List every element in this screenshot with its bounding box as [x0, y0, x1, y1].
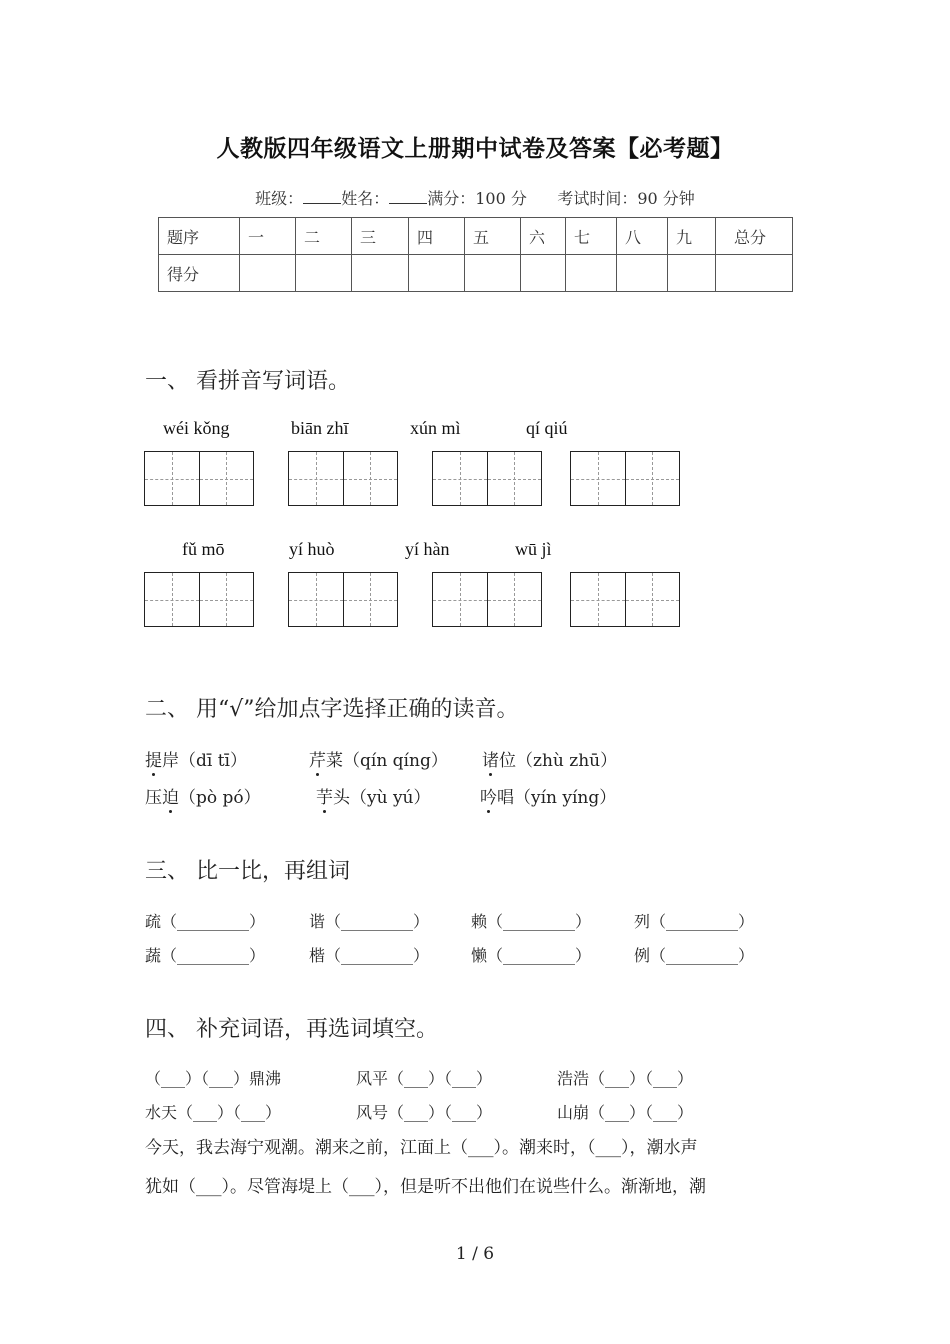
score-cell[interactable] — [521, 255, 566, 292]
section-2-heading: 二、 用“√”给加点字选择正确的读音。 — [145, 697, 519, 722]
pinyin-label: fǔ mō — [182, 539, 225, 559]
section-1-heading: 一、 看拼音写词语。 — [145, 369, 350, 394]
reading-item[interactable] — [316, 783, 431, 808]
score-cell[interactable] — [352, 255, 409, 292]
reading-options: 位（zhù zhū） — [499, 751, 618, 771]
reading-item[interactable] — [145, 746, 247, 771]
idiom-blank-item[interactable]: 山崩（___）（___） — [557, 1103, 694, 1122]
exam-time-text: 考试时间：90 分钟 — [557, 189, 695, 208]
reading-item[interactable] — [482, 746, 617, 771]
score-cell[interactable] — [240, 255, 296, 292]
table-cell: 三 — [352, 218, 409, 255]
writing-grid[interactable] — [288, 572, 398, 627]
reading-options: 头（yù yú） — [333, 788, 431, 808]
reading-options: （pò pó） — [179, 788, 261, 808]
grid-cell[interactable] — [625, 573, 680, 626]
reading-options: 唱（yín yíng） — [497, 788, 617, 808]
grid-cell[interactable] — [571, 573, 625, 626]
reading-item[interactable] — [480, 783, 616, 808]
grid-cell[interactable] — [571, 452, 625, 505]
full-score-text: 满分：100 分 — [427, 189, 527, 208]
pinyin-label: yí hàn — [405, 539, 450, 559]
table-cell: 九 — [668, 218, 716, 255]
pinyin-label: xún mì — [410, 418, 461, 438]
writing-grid[interactable] — [570, 451, 680, 506]
class-label: 班级： — [255, 189, 304, 208]
grid-cell[interactable] — [343, 452, 398, 505]
reading-item[interactable] — [145, 783, 261, 808]
pinyin-label: biān zhī — [291, 418, 349, 438]
dotted-char: 芹 — [309, 746, 326, 771]
grid-cell[interactable] — [289, 573, 343, 626]
table-cell: 二 — [296, 218, 352, 255]
writing-grid[interactable] — [432, 572, 542, 627]
writing-grid[interactable] — [570, 572, 680, 627]
page-number: 1 / 6 — [455, 1244, 495, 1264]
dotted-char: 诸 — [482, 746, 499, 771]
grid-cell[interactable] — [433, 452, 487, 505]
word-blank-item[interactable]: 懒（_________） — [471, 946, 592, 965]
score-cell[interactable] — [716, 255, 793, 292]
dotted-char: 迫 — [162, 783, 179, 808]
idiom-blank-item[interactable]: 风平（___）（___） — [356, 1069, 493, 1088]
table-cell: 八 — [617, 218, 668, 255]
writing-grid[interactable] — [144, 572, 254, 627]
pinyin-label: qí qiú — [526, 418, 568, 438]
section-3-heading: 三、 比一比，再组词 — [145, 859, 350, 884]
pinyin-label: wū jì — [515, 539, 552, 559]
reading-options: 菜（qín qíng） — [326, 751, 448, 771]
word-blank-item[interactable]: 赖（_________） — [471, 912, 592, 931]
idiom-blank-item[interactable]: 水天（___）（___） — [145, 1103, 282, 1122]
plain-char: 压 — [145, 788, 162, 808]
paragraph-line: 犹如（___）。尽管海堤上（___），但是听不出他们在说些什么。渐渐地，潮 — [145, 1177, 706, 1197]
grid-cell[interactable] — [343, 573, 398, 626]
score-cell[interactable] — [409, 255, 465, 292]
writing-grid[interactable] — [288, 451, 398, 506]
dotted-char: 吟 — [480, 783, 497, 808]
word-blank-item[interactable]: 楷（_________） — [309, 946, 430, 965]
word-blank-item[interactable]: 列（_________） — [634, 912, 755, 931]
score-table-header-row — [159, 218, 793, 255]
pinyin-label: wéi kǒng — [163, 418, 230, 438]
word-blank-item[interactable]: 例（_________） — [634, 946, 755, 965]
table-cell: 五 — [465, 218, 521, 255]
class-blank[interactable] — [303, 189, 341, 204]
table-cell: 七 — [566, 218, 617, 255]
score-cell[interactable] — [566, 255, 617, 292]
grid-cell[interactable] — [487, 573, 542, 626]
table-cell: 六 — [521, 218, 566, 255]
section-4-heading: 四、 补充词语，再选词填空。 — [145, 1017, 438, 1042]
name-label: 姓名： — [341, 189, 390, 208]
dotted-char: 提 — [145, 746, 162, 771]
word-blank-item[interactable]: 疏（_________） — [145, 912, 266, 931]
score-cell[interactable] — [668, 255, 716, 292]
reading-item[interactable] — [309, 746, 448, 771]
paragraph-line: 今天，我去海宁观潮。潮来之前，江面上（___）。潮来时，（___），潮水声 — [145, 1138, 698, 1158]
word-blank-item[interactable]: 谐（_________） — [309, 912, 430, 931]
pinyin-label: yí huò — [289, 539, 335, 559]
table-cell: 题序 — [159, 218, 240, 255]
grid-cell[interactable] — [145, 452, 199, 505]
score-cell[interactable] — [465, 255, 521, 292]
idiom-blank-item[interactable]: 风号（___）（___） — [356, 1103, 493, 1122]
page-title: 人教版四年级语文上册期中试卷及答案【必考题】 — [216, 135, 734, 162]
grid-cell[interactable] — [289, 452, 343, 505]
score-cell[interactable] — [296, 255, 352, 292]
grid-cell[interactable] — [199, 452, 254, 505]
writing-grid[interactable] — [432, 451, 542, 506]
grid-cell[interactable] — [433, 573, 487, 626]
grid-cell[interactable] — [625, 452, 680, 505]
grid-cell[interactable] — [145, 573, 199, 626]
score-cell[interactable] — [617, 255, 668, 292]
grid-cell[interactable] — [487, 452, 542, 505]
score-table — [158, 217, 793, 292]
reading-options: 岸（dī tī） — [162, 751, 247, 771]
table-cell: 得分 — [159, 255, 240, 292]
exam-info — [0, 186, 950, 209]
table-cell: 四 — [409, 218, 465, 255]
grid-cell[interactable] — [199, 573, 254, 626]
word-blank-item[interactable]: 蔬（_________） — [145, 946, 266, 965]
writing-grid[interactable] — [144, 451, 254, 506]
idiom-blank-item[interactable]: （___）（___）鼎沸 — [145, 1069, 282, 1088]
dotted-char: 芋 — [316, 783, 333, 808]
table-cell: 总分 — [716, 218, 793, 255]
score-table-score-row — [159, 255, 793, 292]
name-blank[interactable] — [389, 189, 427, 204]
table-cell: 一 — [240, 218, 296, 255]
idiom-blank-item[interactable]: 浩浩（___）（___） — [557, 1069, 694, 1088]
